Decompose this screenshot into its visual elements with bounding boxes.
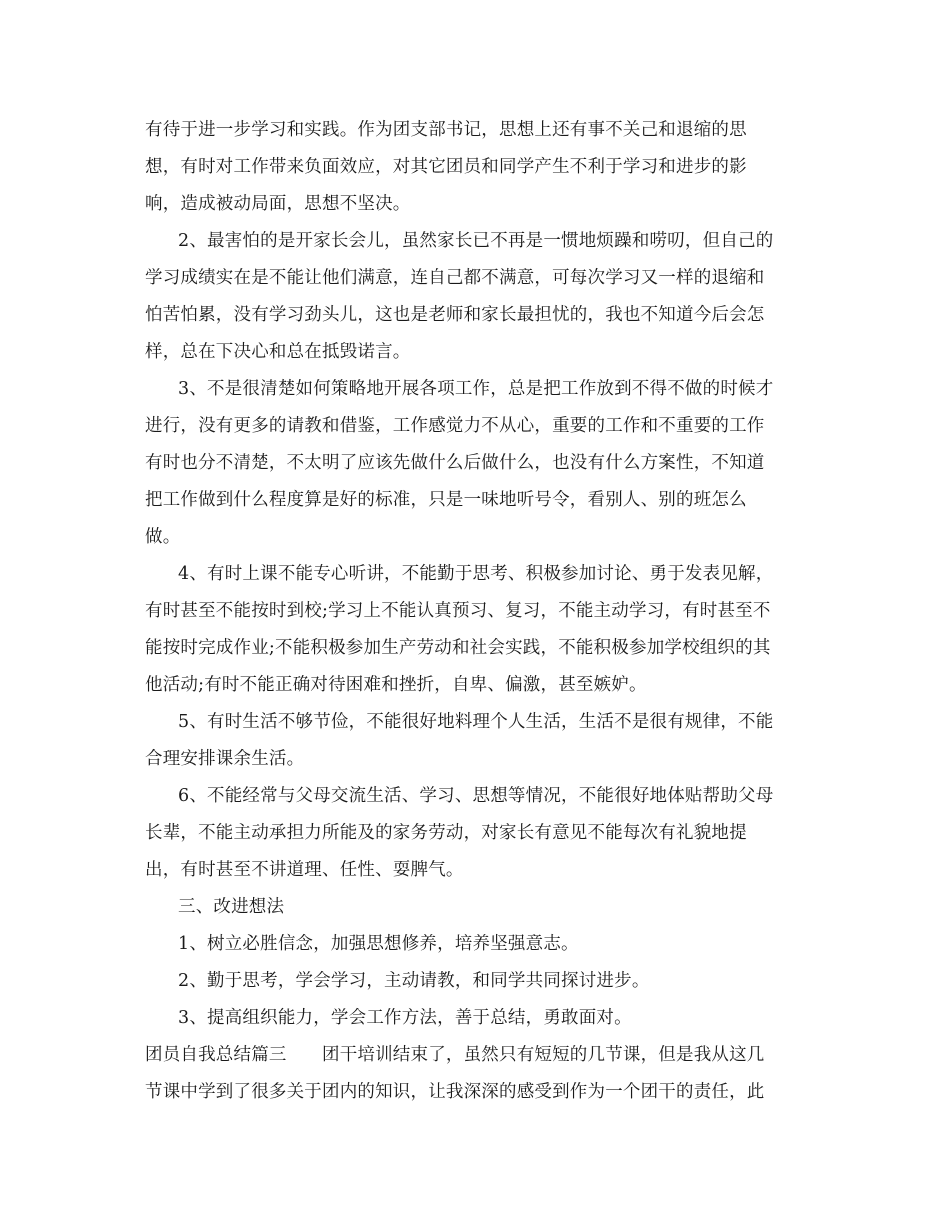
text-line: 团员自我总结篇三 团干培训结束了，虽然只有短短的几节课，但是我从这几 [145, 1045, 765, 1065]
text-line: 2、最害怕的是开家长会儿，虽然家长已不再是一惯地烦躁和唠叨，但自己的 [178, 231, 774, 251]
text-line: 把工作做到什么程度算是好的标准，只是一味地听号令，看别人、别的班怎么 [145, 490, 747, 510]
text-line: 出，有时甚至不讲道理、任性、耍脾气。 [145, 860, 464, 880]
text-line: 他活动;有时不能正确对待困难和挫折，自卑、偏激，甚至嫉妒。 [145, 675, 647, 695]
text-line: 3、提高组织能力，学会工作方法，善于总结，勇敢面对。 [178, 1008, 632, 1028]
text-line: 合理安排课余生活。 [145, 749, 305, 769]
text-line: 怕苦怕累，没有学习劲头儿，这也是老师和家长最担忧的，我也不知道今后会怎 [145, 305, 765, 325]
text-line: 2、勤于思考，学会学习，主动请教，和同学共同探讨进步。 [178, 971, 650, 991]
text-line: 5、有时生活不够节俭，不能很好地料理个人生活，生活不是很有规律，不能 [178, 712, 774, 732]
section-heading: 三、改进想法 [178, 897, 285, 917]
text-line: 能按时完成作业;不能积极参加生产劳动和社会实践，不能积极参加学校组织的其 [145, 638, 771, 658]
text-line: 进行，没有更多的请教和借鉴，工作感觉力不从心，重要的工作和不重要的工作 [145, 416, 765, 436]
text-line: 节课中学到了很多关于团内的知识，让我深深的感受到作为一个团干的责任，此 [145, 1082, 765, 1102]
text-line: 4、有时上课不能专心听讲，不能勤于思考、积极参加讨论、勇于发表见解， [178, 564, 774, 584]
text-line: 学习成绩实在是不能让他们满意，连自己都不满意，可每次学习又一样的退缩和 [145, 268, 765, 288]
text-line: 样，总在下决心和总在抵毁诺言。 [145, 342, 411, 362]
text-line: 有时也分不清楚，不太明了应该先做什么后做什么，也没有什么方案性，不知道 [145, 453, 765, 473]
text-line: 响，造成被动局面，思想不坚决。 [145, 194, 411, 214]
text-line: 有时甚至不能按时到校;学习上不能认真预习、复习，不能主动学习，有时甚至不 [145, 601, 771, 621]
text-line: 1、树立必胜信念，加强思想修养，培养坚强意志。 [178, 934, 579, 954]
text-line: 有待于进一步学习和实践。作为团支部书记，思想上还有事不关己和退缩的思 [145, 120, 747, 140]
text-line: 6、不能经常与父母交流生活、学习、思想等情况，不能很好地体贴帮助父母 [178, 786, 774, 806]
text-line: 3、不是很清楚如何策略地开展各项工作，总是把工作放到不得不做的时候才 [178, 379, 774, 399]
text-line: 想，有时对工作带来负面效应，对其它团员和同学产生不利于学习和进步的影 [145, 157, 747, 177]
text-line: 做。 [145, 527, 181, 547]
text-line: 长辈，不能主动承担力所能及的家务劳动，对家长有意见不能每次有礼貌地提 [145, 823, 747, 843]
